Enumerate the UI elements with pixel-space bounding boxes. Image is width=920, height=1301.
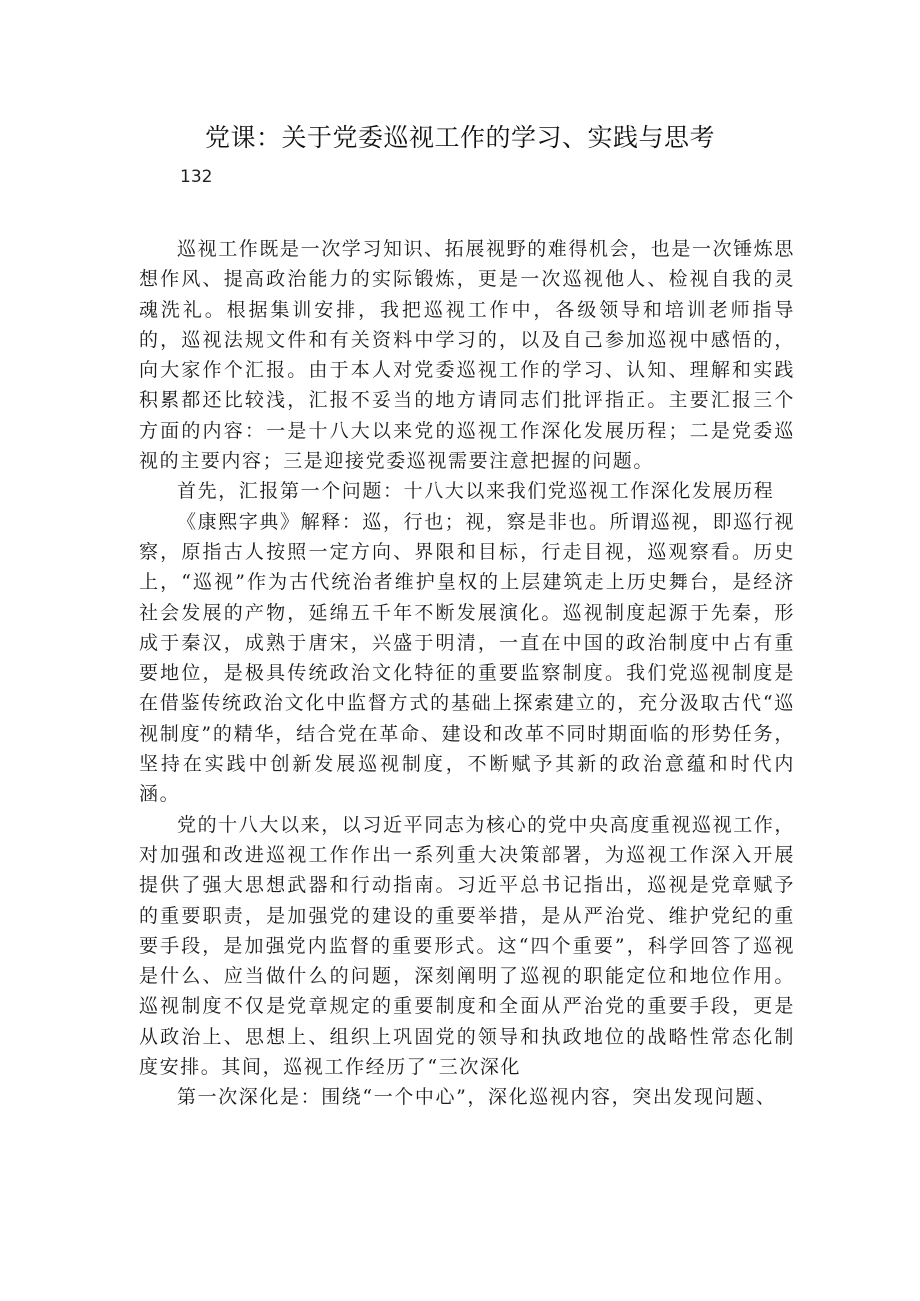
document-title: 党课：关于党委巡视工作的学习、实践与思考 [204,123,715,152]
paragraph-intro: 巡视工作既是一次学习知识、拓展视野的难得机会，也是一次锤炼思想作风、提高政治能力的实际锻炼，更是一次巡视他人、检视自我的灵魂洗礼。根据集训安排，我把巡视工作中，各级领导和培训老师指导的，巡视法规文件和有关资料中学习的，以及自己参加巡视中感悟的，向大家作个汇报。由于本人对党委巡视工作的学习、认知、理解和实践积累都还比较浅，汇报不妥当的地方请同志们批评指正。主要汇报三个方面的内容：一是十八大以来党的巡视工作深化发展历程；二是党委巡视的主要内容；三是迎接党委巡视需要注意把握的问题。 [139,238,796,473]
paragraph-eighteenth-congress: 党的十八大以来，以习近平同志为核心的党中央高度重视巡视工作，对加强和改进巡视工作作出一系列重大决策部署，为巡视工作深入开展提供了强大思想武器和行动指南。习近平总书记指出，巡视是党章赋予的重要职责，是加强党的建设的重要举措，是从严治党、维护党纪的重要手段，是加强党内监督的重要形式。这“四个重要”，科学回答了巡视是什么、应当做什么的问题，深刻阐明了巡视的职能定位和地位作用。巡视制度不仅是党章规定的重要制度和全面从严治党的重要手段，更是从政治上、思想上、组织上巩固党的领导和执政地位的战略性常态化制度安排。其间，巡视工作经历了“三次深化 [139,813,796,1079]
document-number: 132 [180,167,213,187]
paragraph-first-topic: 首先，汇报第一个问题：十八大以来我们党巡视工作深化发展历程 [177,480,775,503]
paragraph-kangxi-dictionary: 《康熙字典》解释：巡，行也；视，察是非也。所谓巡视，即巡行视察，原指古人按照一定方向、界限和目标，行走目视，巡观察看。历史上，“巡视”作为古代统治者维护皇权的上层建筑走上历史舞台，是经济社会发展的产物，延绵五千年不断发展演化。巡视制度起源于先秦，形成于秦汉，成熟于唐宋，兴盛于明清，一直在中国的政治制度中占有重要地位，是极具传统政治文化特征的重要监察制度。我们党巡视制度是在借鉴传统政治文化中监督方式的基础上探索建立的，充分汲取古代“巡视制度”的精华，结合党在革命、建设和改革不同时期面临的形势任务，坚持在实践中创新发展巡视制度，不断赋予其新的政治意蕴和时代内涵。 [139,510,796,806]
paragraph-first-deepening: 第一次深化是：围绕“一个中心”，深化巡视内容，突出发现问题、 [177,1086,777,1109]
document-body [139,234,795,1113]
